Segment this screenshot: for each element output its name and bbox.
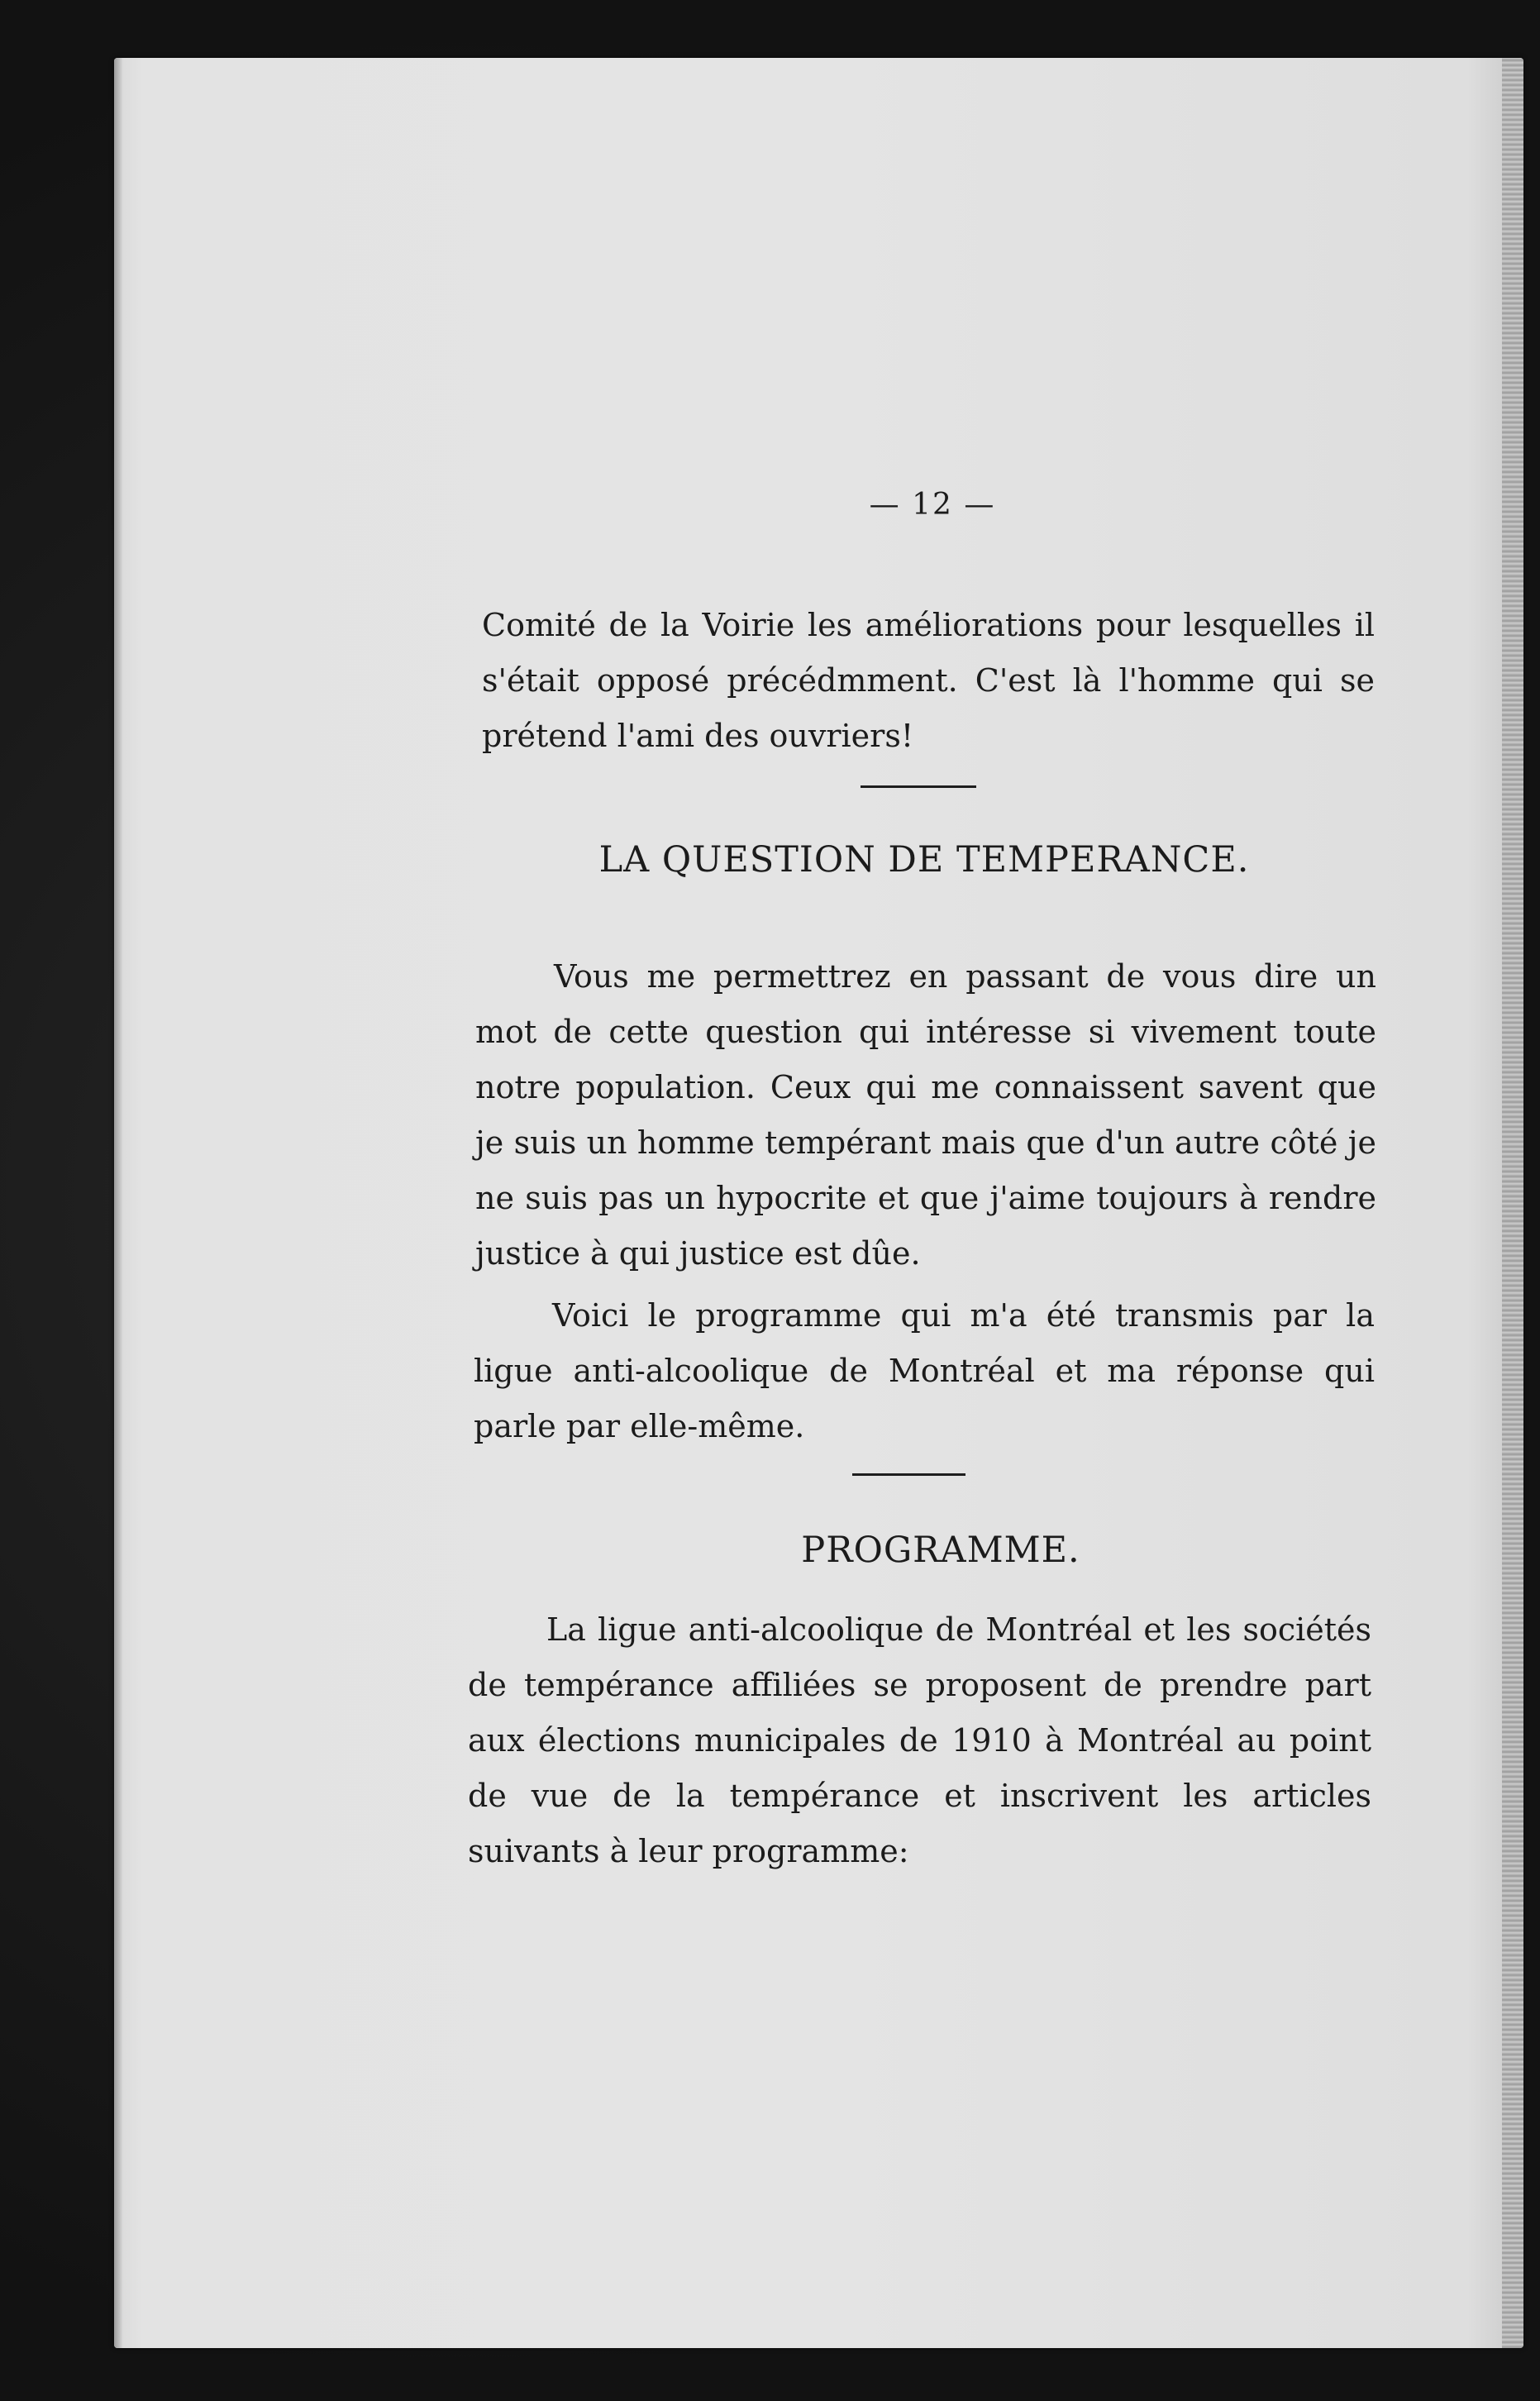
page-number: — 12 — xyxy=(869,488,996,522)
book-page xyxy=(114,58,1523,2348)
heading-temperance: LA QUESTION DE TEMPERANCE. xyxy=(598,839,1250,881)
page-right-edge xyxy=(1502,58,1523,2348)
page-left-edge xyxy=(114,58,122,2348)
heading-programme: PROGRAMME. xyxy=(801,1530,1080,1571)
section-divider xyxy=(852,1473,965,1476)
paragraph-programme-intro: Voici le programme qui m'a été transmis par la ligue anti-alcoolique de Montréal et ma réponse qui parle par elle-même. xyxy=(474,1297,1375,1444)
section-divider xyxy=(861,785,976,788)
paragraph-temperance: Vous me permettrez en passant de vous dire un mot de cette question qui intéresse si vivement toute notre population. Ceux qui me connaissent savent que je suis un homme tempérant mais que d'un autre côté je ne suis pas un hypocrite et que j'aime toujours à rendre justice à qui justice est dûe. xyxy=(475,958,1376,1272)
paragraph-ligue: La ligue anti-alcoolique de Montréal et les sociétés de tempérance affiliées se proposent de prendre part aux élections municipales de 1910 à Montréal au point de vue de la tempérance et inscrivent les articles suivants à leur programme: xyxy=(468,1611,1371,1869)
paragraph-voirie: Comité de la Voirie les améliorations pour lesquelles il s'était opposé précédmment. C'est là l'homme qui se prétend l'ami des ouvriers! xyxy=(482,607,1375,754)
